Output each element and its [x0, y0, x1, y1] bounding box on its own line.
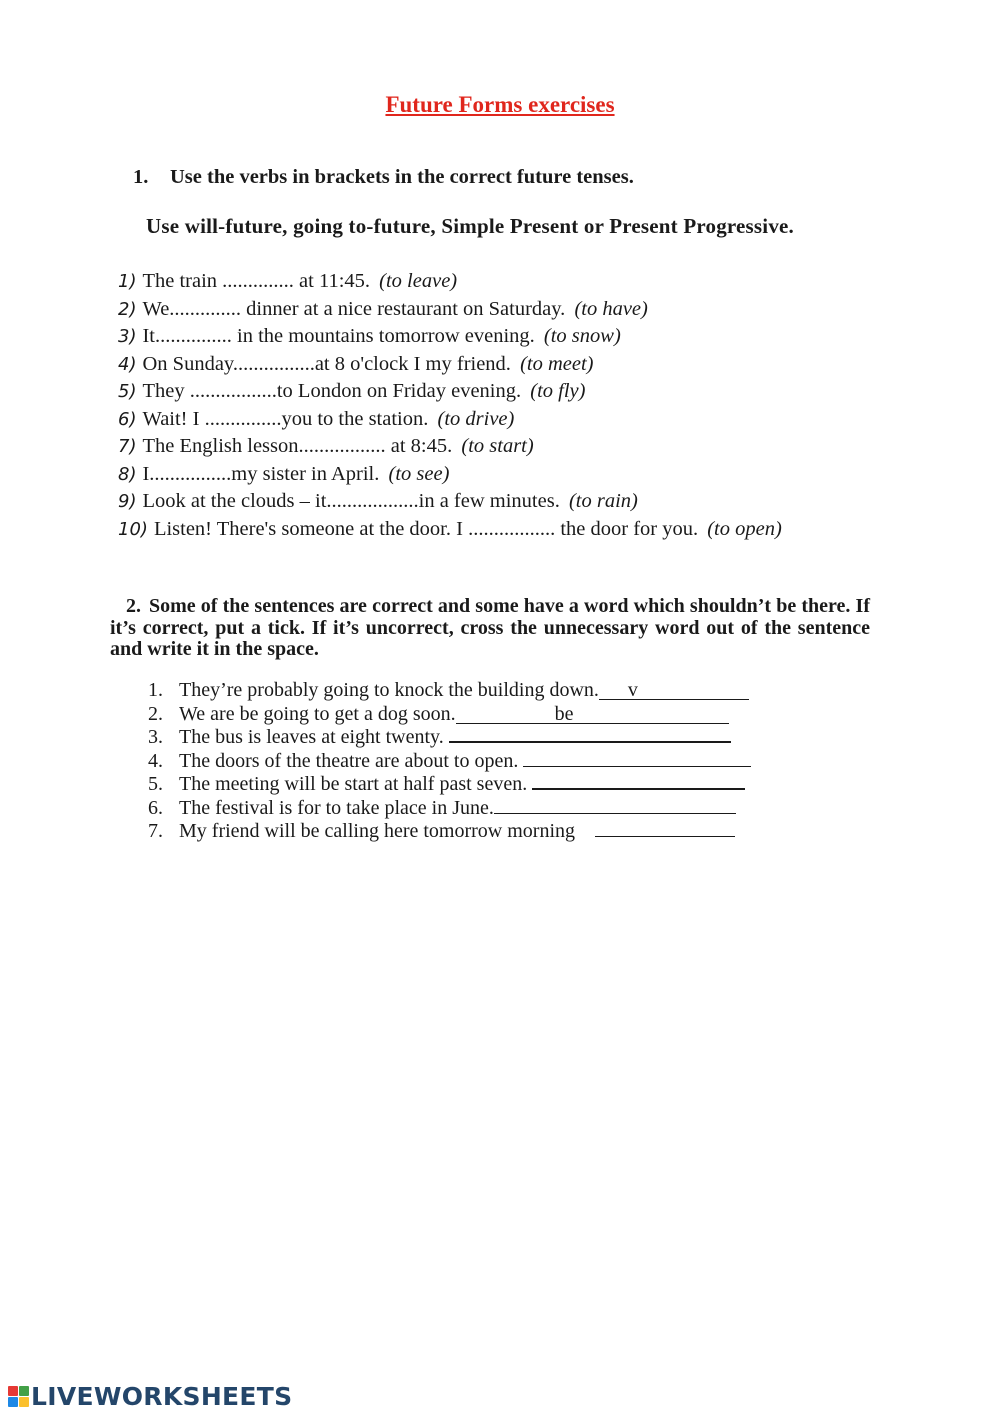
list-item — [118, 406, 782, 434]
item-number: 2) — [118, 298, 137, 320]
item-number: 3) — [118, 326, 137, 347]
list-item — [148, 820, 751, 844]
item-number: 8) — [118, 463, 137, 485]
answer-blank[interactable] — [595, 836, 735, 837]
item-number: 1) — [118, 271, 137, 292]
item-text: We are be going to get a dog soon. — [179, 702, 456, 725]
item-text[interactable]: It............... in the mountains tomorrow evening. — [142, 325, 535, 347]
list-item — [118, 488, 782, 516]
item-text: The meeting will be start at half past seven. — [179, 773, 528, 795]
verb-hint: (to leave) — [379, 270, 458, 292]
item-text[interactable]: The English lesson................. at 8:45. — [142, 435, 453, 457]
item-number: 6. — [148, 796, 163, 819]
list-item — [118, 351, 782, 379]
item-text[interactable]: Wait! I ...............you to the station. — [142, 407, 429, 430]
answer-blank[interactable] — [532, 788, 745, 790]
answer-blank[interactable] — [449, 741, 731, 743]
section2-number: 2. — [126, 595, 141, 617]
item-text[interactable]: We.............. dinner at a nice restaurant on Saturday. — [142, 297, 566, 320]
list-item — [148, 797, 751, 821]
section2-list — [148, 679, 751, 844]
section1-heading-text: Use the verbs in brackets in the correct future tenses. — [170, 166, 634, 188]
section2-instructions-text: Some of the sentences are correct and some have a word which shouldn’t be there. If it’s correct, put a tick. If it’s uncorrect, cross the unnecessary word out of the sentence and write it in the space. — [110, 595, 870, 660]
item-text: The doors of the theatre are about to open. — [179, 749, 519, 772]
brand-name: LIVEWORKSHEETS — [31, 1381, 293, 1411]
item-text: They’re probably going to knock the building down. — [179, 679, 599, 701]
verb-hint: (to snow) — [543, 325, 621, 347]
item-number: 1. — [148, 679, 163, 701]
verb-hint: (to fly) — [530, 380, 586, 402]
verb-hint: (to start) — [461, 435, 534, 457]
verb-hint: (to drive) — [437, 407, 515, 430]
logo-square-yellow — [19, 1397, 29, 1407]
item-text[interactable]: Look at the clouds – it..................in a few minutes. — [142, 490, 560, 512]
list-item — [148, 679, 751, 703]
list-item — [148, 703, 751, 727]
answer-blank[interactable] — [523, 766, 751, 767]
list-item — [148, 726, 751, 750]
logo-square-blue — [8, 1397, 18, 1407]
verb-hint: (to have) — [574, 297, 648, 320]
item-number: 5) — [118, 381, 137, 402]
item-number: 7) — [118, 436, 137, 457]
item-text[interactable]: On Sunday................at 8 o'clock I my friend. — [142, 352, 511, 375]
answer-blank[interactable]: be — [456, 705, 729, 724]
section1-number: 1. — [133, 166, 149, 188]
brand-logo-icon — [8, 1386, 29, 1407]
item-text[interactable]: I................my sister in April. — [142, 462, 380, 485]
list-item — [118, 268, 782, 296]
worksheet-title: Future Forms exercises — [385, 92, 615, 117]
item-number: 9) — [118, 491, 137, 512]
item-number: 7. — [148, 820, 163, 842]
section2-instructions — [110, 596, 870, 661]
item-number: 4) — [118, 353, 137, 375]
item-text[interactable]: Listen! There's someone at the door. I ................. the door for you. — [153, 517, 699, 540]
item-text[interactable]: They .................to London on Friday evening. — [142, 380, 522, 402]
list-item — [118, 296, 782, 324]
section1-heading — [133, 166, 634, 189]
item-number: 5. — [148, 773, 163, 795]
section1-subheading: Use will-future, going to-future, Simple Present or Present Progressive. — [146, 214, 795, 238]
answer-blank[interactable]: v — [599, 681, 749, 700]
logo-square-green — [19, 1386, 29, 1396]
list-item — [118, 378, 782, 406]
item-number: 3. — [148, 726, 163, 748]
list-item — [118, 516, 782, 544]
verb-hint: (to see) — [388, 462, 450, 485]
item-text: My friend will be calling here tomorrow morning — [179, 820, 576, 842]
item-text: The festival is for to take place in June. — [179, 796, 494, 819]
item-number: 10) — [118, 518, 148, 540]
verb-hint: (to rain) — [568, 490, 638, 512]
item-text[interactable]: The train .............. at 11:45. — [142, 270, 371, 292]
item-number: 2. — [148, 702, 163, 725]
list-item — [118, 433, 782, 461]
verb-hint: (to open) — [707, 517, 782, 540]
answer-blank[interactable] — [494, 813, 736, 814]
verb-hint: (to meet) — [520, 352, 594, 375]
item-number: 6) — [118, 408, 137, 430]
list-item — [118, 461, 782, 489]
list-item — [148, 750, 751, 774]
list-item — [118, 323, 782, 351]
liveworksheets-logo[interactable] — [8, 1381, 292, 1411]
list-item — [148, 773, 751, 797]
section1-list — [118, 268, 782, 543]
item-text: The bus is leaves at eight twenty. — [179, 726, 444, 748]
logo-square-red — [8, 1386, 18, 1396]
item-number: 4. — [148, 749, 163, 772]
